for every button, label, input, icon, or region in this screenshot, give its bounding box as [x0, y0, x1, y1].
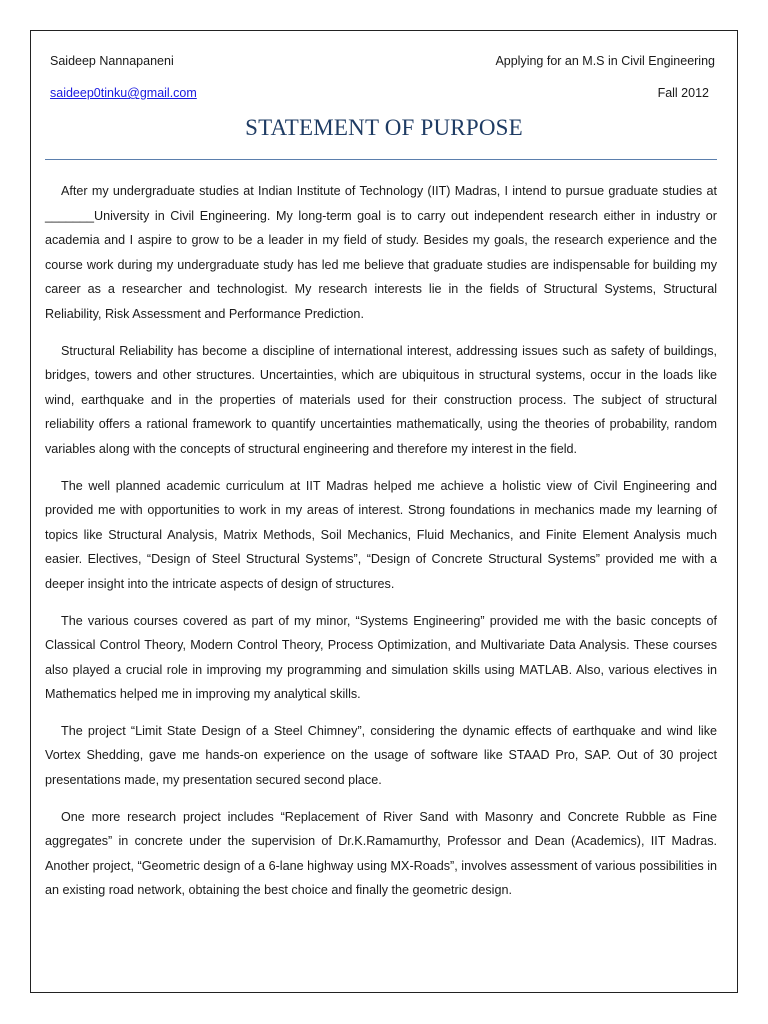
paragraph-6: One more research project includes “Replacement of River Sand with Masonry and Concrete Rubble as Fine aggregates” in concrete under the supervision of Dr.K.Ramamurthy, Professor and Dean (Academics), IIT Madras. Another project, “Geometric design of a 6-lane highway using MX-Roads”, involves assessment of various possibilities in an existing road network, obtaining the best choice and finally the geometric design. — [45, 809, 717, 898]
paragraph-4: The various courses covered as part of my minor, “Systems Engineering” provided me with the basic concepts of Classical Control Theory, Modern Control Theory, Process Optimization, and Multivariate Data Analysis. These courses also played a crucial role in improving my programming and simulation skills using MATLAB. Also, various electives in Mathematics helped me in improving my analytical skills. — [45, 613, 717, 702]
title-divider — [45, 159, 717, 160]
program-applied: Applying for an M.S in Civil Engineering — [495, 54, 715, 68]
document-title: STATEMENT OF PURPOSE — [245, 115, 523, 140]
paragraph-1: After my undergraduate studies at Indian Institute of Technology (IIT) Madras, I intend to pursue graduate studies at _______University in Civil Engineering. My long-term goal is to carry out independent research either in industry or academia and I aspire to grow to be a leader in my field of study. Besides my goals, the research experience and the course work during my undergraduate study has led me believe that graduate studies are indispensable for building my career as a researcher and technologist. My research interests lie in the fields of Structural Systems, Structural Reliability, Risk Assessment and Performance Prediction. — [45, 184, 717, 321]
email-link[interactable]: saideep0tinku@gmail.com — [50, 86, 197, 100]
header-top-row — [50, 54, 715, 68]
paragraph-5: The project “Limit State Design of a Steel Chimney”, considering the dynamic effects of earthquake and wind like Vortex Shedding, gave me hands-on experience on the usage of software like STAAD Pro, SAP. Out of 30 project presentations made, my presentation secured second place. — [45, 723, 717, 788]
document-body — [45, 179, 717, 915]
header-second-row — [50, 86, 715, 100]
paragraph-3: The well planned academic curriculum at IIT Madras helped me achieve a holistic view of Civil Engineering and provided me with opportunities to work in my areas of interest. Strong foundations in mechanics made my learning of topics like Structural Analysis, Matrix Methods, Soil Mechanics, Fluid Mechanics, and Finite Element Analysis much easier. Electives, “Design of Steel Structural Systems”, “Design of Concrete Structural Systems” provided me with a deeper insight into the intricate aspects of design of structures. — [45, 478, 717, 591]
paragraph-2: Structural Reliability has become a discipline of international interest, addressing issues such as safety of buildings, bridges, towers and other structures. Uncertainties, which are ubiquitous in structural systems, occur in the loads like wind, earthquake and in the properties of materials used for their construction process. The subject of structural reliability offers a rational framework to quantify uncertainties mathematically, using the theories of probability, random variables along with the concepts of structural engineering and therefore my interest in the field. — [45, 343, 717, 456]
applicant-name: Saideep Nannapaneni — [50, 54, 174, 68]
application-term: Fall 2012 — [657, 86, 709, 100]
